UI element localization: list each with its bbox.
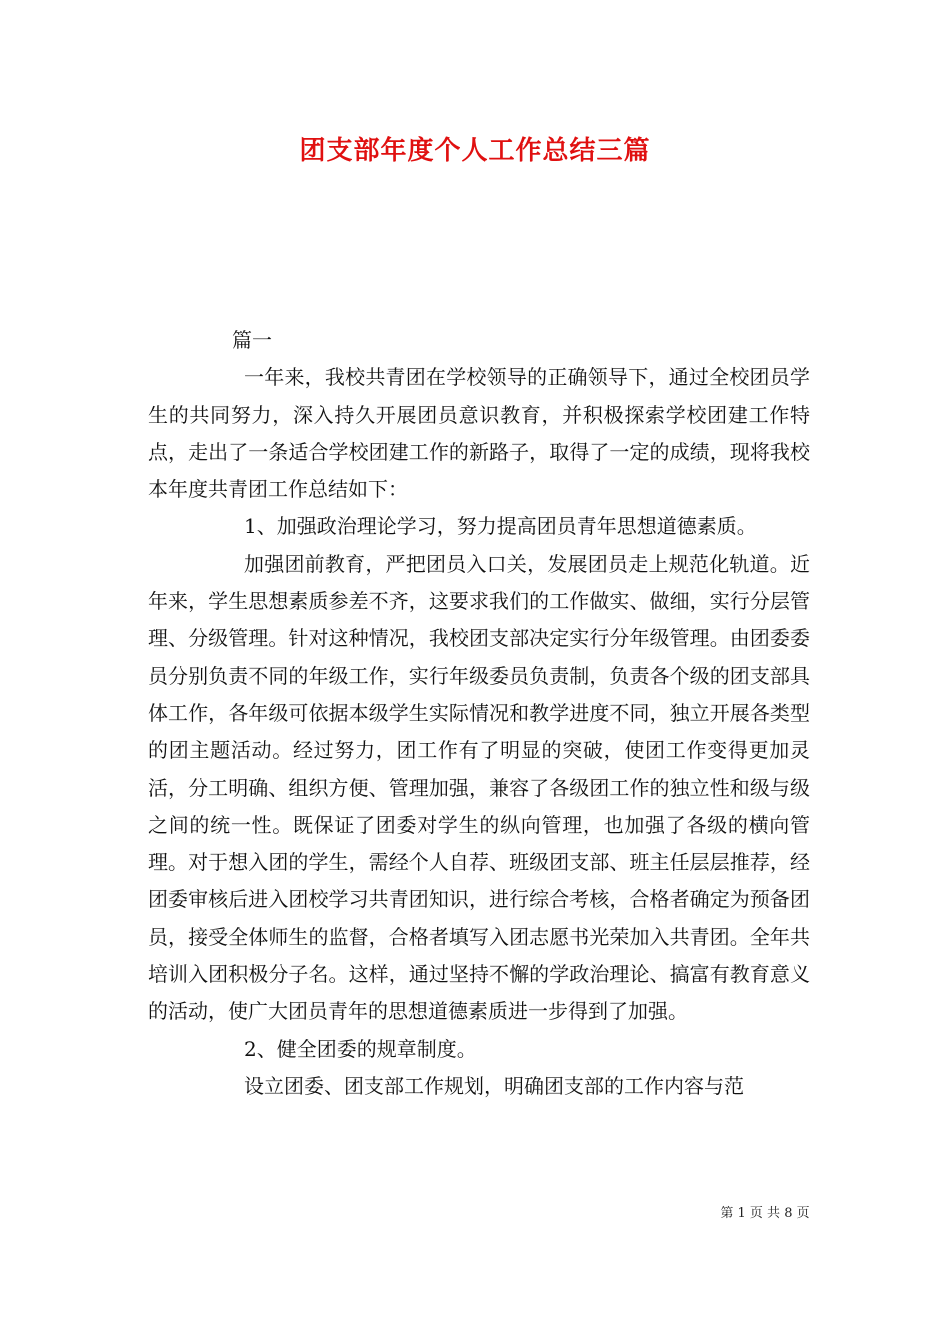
paragraph-point-2: 设立团委、团支部工作规划，明确团支部的工作内容与范 [244, 1073, 744, 1098]
paragraph-intro: 一年来，我校共青团在学校领导的正确领导下，通过全校团员学生的共同努力，深入持久开展团员意识教育，并积极探索学校团建工作特点，走出了一条适合学校团建工作的新路子，取得了一定的成绩，现将我校本年度共青团工作总结如下： [148, 365, 810, 502]
paragraph-point-1: 加强团前教育，严把团员入口关，发展团员走上规范化轨道。近年来，学生思想素质参差不齐，这要求我们的工作做实、做细，实行分层管理、分级管理。针对这种情况，我校团支部决定实行分年级管理。由团委委员分别负责不同的年级工作，实行年级委员负责制，负责各个级的团支部具体工作，各年级可依据本级学生实际情况和教学进度不同，独立开展各类型的团主题活动。经过努力，团工作有了明显的突破，使团工作变得更加灵活，分工明确、组织方便、管理加强，兼容了各级团工作的独立性和级与级之间的统一性。既保证了团委对学生的纵向管理，也加强了各级的横向管理。对于想入团的学生，需经个人自荐、班级团支部、班主任层层推荐，经团委审核后进入团校学习共青团知识，进行综合考核，合格者确定为预备团员，接受全体师生的监督，合格者填写入团志愿书光荣加入共青团。全年共培训入团积极分子名。这样，通过坚持不懈的学政治理论、搞富有教育意义的活动，使广大团员青年的思想道德素质进一步得到了加强。 [148, 551, 810, 1024]
heading-point-1: 1、加强政治理论学习，努力提高团员青年思想道德素质。 [244, 514, 757, 539]
document-title: 团支部年度个人工作总结三篇 [299, 136, 651, 166]
page-number: 第 1 页 共 8 页 [720, 1206, 810, 1221]
document-body [148, 322, 810, 1105]
heading-point-2: 2、健全团委的规章制度。 [244, 1036, 477, 1061]
section-label: 篇一 [232, 328, 272, 352]
